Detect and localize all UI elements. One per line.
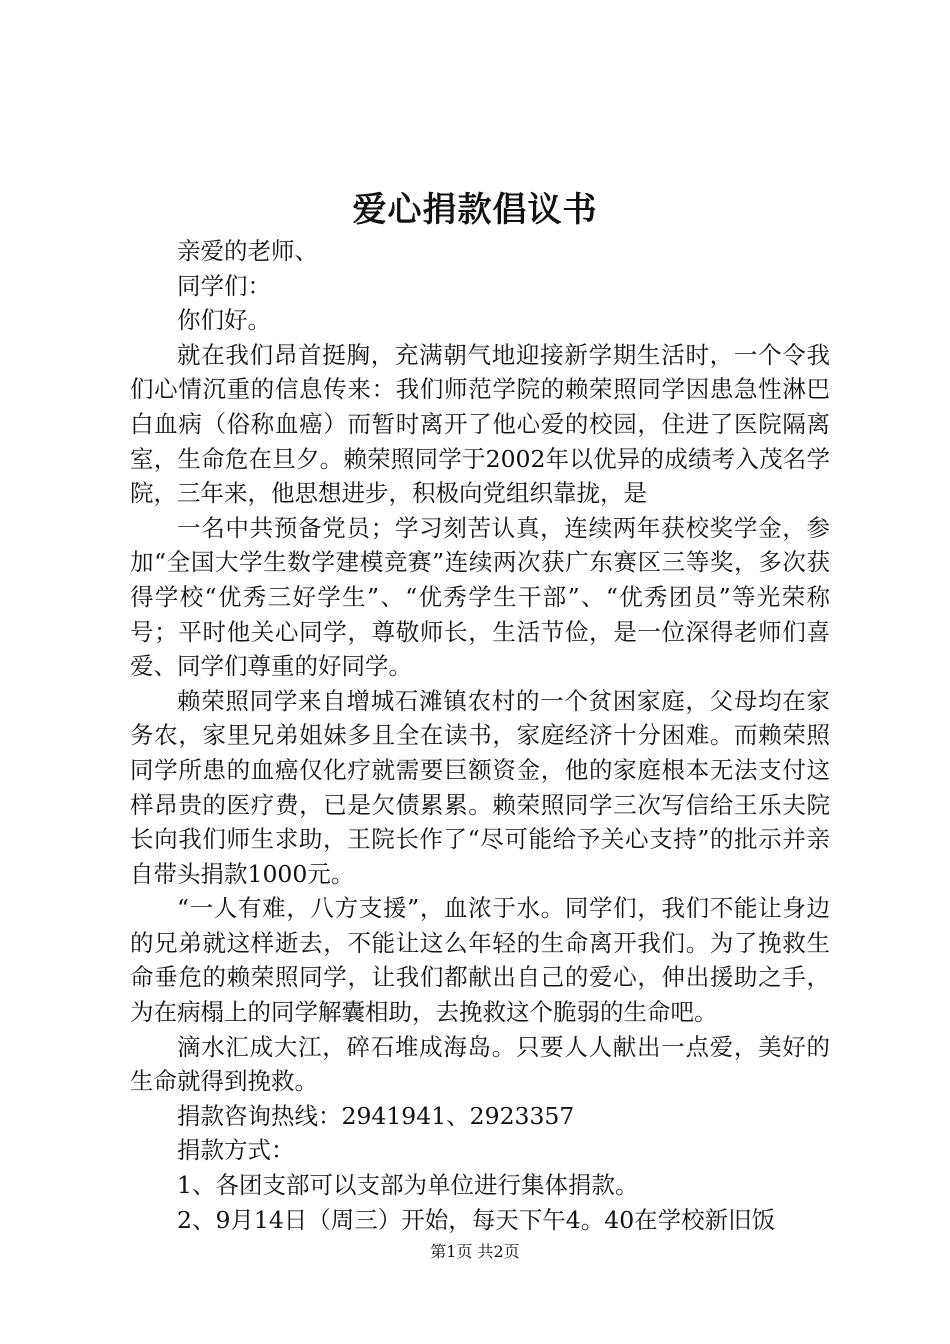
greeting: 你们好。 bbox=[177, 306, 271, 335]
donation-methods-heading: 捐款方式： bbox=[177, 1136, 295, 1165]
page-title: 爱心捐款倡议书 bbox=[352, 190, 598, 230]
donation-method-item: 1、各团支部可以支部为单位进行集体捐款。 bbox=[177, 1171, 639, 1200]
salutation-teachers: 亲爱的老师、 bbox=[177, 237, 318, 265]
donation-method-item: 2、9月14日（周三）开始，每天下午4。40在学校新旧饭 bbox=[177, 1205, 776, 1234]
body-paragraph-family: 赖荣照同学来自增城石滩镇农村的一个贫困家庭，父母均在家务农，家里兄弟姐妹多且全在读书，家庭经济十分困难。而赖荣照同学所患的血癌仅化疗就需要巨额资金，他的家庭根本无法支付这样昂贵的医疗费，已是欠债累累。赖荣照同学三次写信给王乐夫院长向我们师生求助，王院长作了“尽可能给予关心支持”的批示并亲自带头捐款1000元。 bbox=[130, 686, 830, 888]
donation-hotline: 捐款咨询热线：2941941、2923357 bbox=[177, 1101, 575, 1130]
body-paragraph-appeal: “一人有难，八方支援”，血浓于水。同学们，我们不能让身边的兄弟就这样逝去，不能让这么年轻的生命离开我们。为了挽救生命垂危的赖荣照同学，让我们都献出自己的爱心，伸出援助之手，为在病榻上的同学解囊相助，去挽救这个脆弱的生命吧。 bbox=[130, 894, 830, 1027]
page-footer: 第1页 共2页 bbox=[430, 1242, 520, 1261]
body-paragraph-closing: 滴水汇成大江，碎石堆成海岛。只要人人献出一点爱，美好的生命就得到挽救。 bbox=[130, 1032, 830, 1096]
document-body bbox=[130, 234, 830, 1237]
body-paragraph-news: 就在我们昂首挺胸，充满朝气地迎接新学期生活时，一个令我们心情沉重的信息传来：我们师范学院的赖荣照同学因患急性淋巴白血病（俗称血癌）而暂时离开了他心爱的校园，住进了医院隔离室，生命危在旦夕。赖荣照同学于2002年以优异的成绩考入茂名学院，三年来，他思想进步，积极向党组织靠拢，是 bbox=[130, 340, 830, 508]
body-paragraph-achievements: 一名中共预备党员；学习刻苦认真，连续两年获校奖学金，参加“全国大学生数学建模竞赛”连续两次获广东赛区三等奖，多次获得学校“优秀三好学生”、“优秀学生干部”、“优秀团员”等光荣称号；平时他关心同学，尊敬师长，生活节俭，是一位深得老师们喜爱、同学们尊重的好同学。 bbox=[130, 513, 830, 681]
salutation-students: 同学们： bbox=[177, 271, 271, 300]
